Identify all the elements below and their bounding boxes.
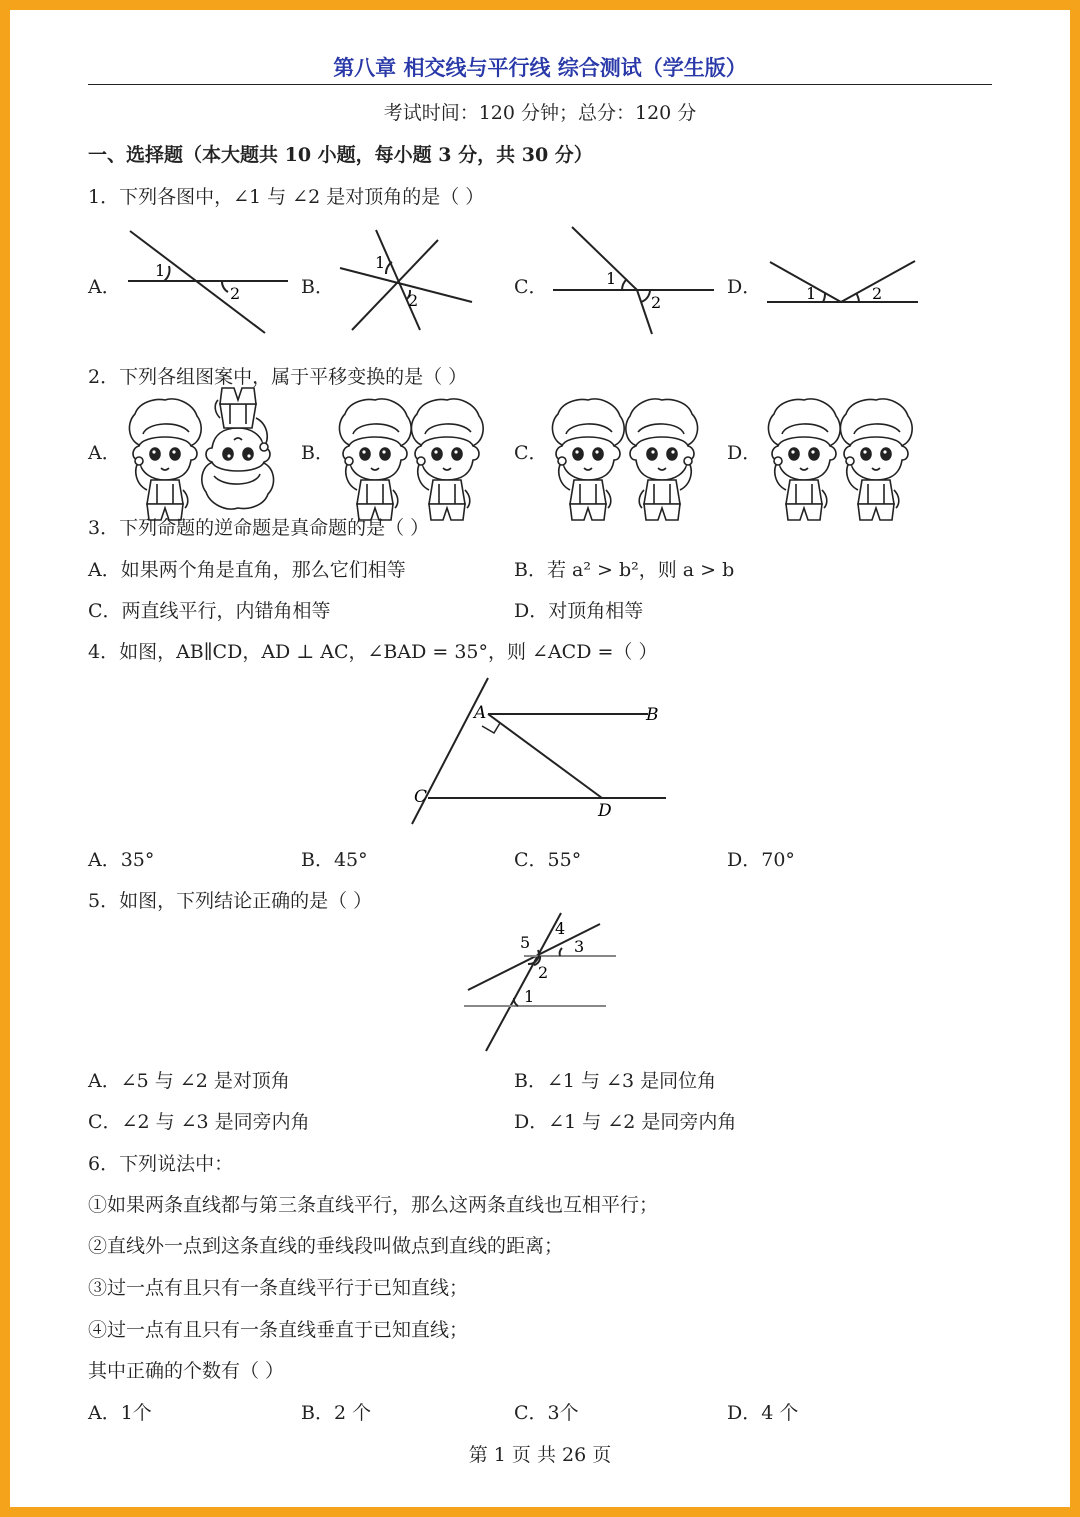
q4-point-a: A — [474, 703, 487, 723]
q5-angle-4: 4 — [555, 919, 566, 938]
q4-point-d: D — [598, 801, 612, 821]
q1b-angle2-label: 2 — [408, 291, 419, 310]
q2-option-d-label: D． — [727, 442, 762, 464]
q4-option-c: C．55° — [514, 849, 582, 871]
q5-angle-3: 3 — [574, 937, 585, 956]
q2-b-boy-1 — [339, 399, 411, 520]
q2-option-b-label: B． — [301, 442, 334, 464]
q6-statement-1: ①如果两条直线都与第三条直线平行，那么这两条直线也互相平行； — [88, 1194, 659, 1216]
q4-figure — [412, 678, 666, 824]
q1-option-c-label: C． — [514, 276, 548, 298]
question-1-stem: 1．下列各图中，∠1 与 ∠2 是对顶角的是（ ） — [88, 186, 485, 208]
q5-option-a: A．∠5 与 ∠2 是对顶角 — [88, 1070, 290, 1092]
q6-question: 其中正确的个数有（ ） — [88, 1360, 285, 1382]
q5-angle-5: 5 — [520, 933, 531, 952]
exam-info: 考试时间：120 分钟；总分：120 分 — [383, 102, 697, 124]
q2-a-boy-1 — [129, 399, 201, 520]
q1d-angle2-label: 2 — [872, 284, 883, 303]
q4-point-b: B — [646, 705, 659, 725]
q2-b-boy-2 — [411, 399, 483, 520]
q5-option-b: B．∠1 与 ∠3 是同位角 — [514, 1070, 717, 1092]
q6-option-a: A．1个 — [88, 1402, 152, 1424]
section-heading: 一、选择题（本大题共 10 小题，每小题 3 分，共 30 分） — [88, 144, 593, 166]
q6-statement-4: ④过一点有且只有一条直线垂直于已知直线； — [88, 1319, 469, 1341]
q1-option-a-label: A． — [88, 276, 121, 298]
question-5-stem: 5．如图，下列结论正确的是（ ） — [88, 890, 373, 912]
q6-statement-2: ②直线外一点到这条直线的垂线段叫做点到直线的距离； — [88, 1235, 564, 1257]
q5-figure — [464, 913, 616, 1051]
q6-statement-3: ③过一点有且只有一条直线平行于已知直线； — [88, 1277, 469, 1299]
question-3-stem: 3．下列命题的逆命题是真命题的是（ ） — [88, 517, 430, 539]
q1c-angle2-label: 2 — [651, 293, 662, 312]
q4-option-d: D．70° — [727, 849, 795, 871]
q1b-angle1-label: 1 — [375, 253, 386, 272]
q1a-angle1-label: 1 — [155, 261, 166, 280]
q5-angle-2: 2 — [538, 963, 549, 982]
q1-option-b-label: B． — [301, 276, 334, 298]
exam-page — [10, 10, 1070, 1507]
q1a-angle2-label: 2 — [230, 284, 241, 303]
q5-angle-1: 1 — [524, 987, 535, 1006]
q6-option-c: C．3个 — [514, 1402, 579, 1424]
q1d-angle1-label: 1 — [806, 284, 817, 303]
question-2-stem: 2．下列各组图案中，属于平移变换的是（ ） — [88, 366, 468, 388]
question-6-stem: 6．下列说法中： — [88, 1153, 234, 1175]
q3-option-a: A．如果两个角是直角，那么它们相等 — [88, 559, 406, 581]
q2-a-boy-2-rotated — [202, 388, 274, 509]
q6-option-d: D．4 个 — [727, 1402, 799, 1424]
q1-figure-b — [340, 230, 472, 330]
q2-option-c-label: C． — [514, 442, 548, 464]
q3-option-b: B．若 a² > b²，则 a > b — [514, 559, 735, 581]
page-title: 第八章 相交线与平行线 综合测试（学生版） — [333, 56, 747, 80]
q3-option-d: D．对顶角相等 — [514, 600, 644, 622]
q5-option-c: C．∠2 与 ∠3 是同旁内角 — [88, 1111, 310, 1133]
q6-option-b: B．2 个 — [301, 1402, 372, 1424]
page-footer: 第 1 页 共 26 页 — [468, 1444, 612, 1466]
q1c-angle1-label: 1 — [606, 269, 617, 288]
q4-option-a: A．35° — [88, 849, 155, 871]
q3-option-c: C．两直线平行，内错角相等 — [88, 600, 331, 622]
q2-d-boy-1 — [768, 399, 840, 520]
q4-point-c: C — [414, 787, 428, 807]
q1-figure-d — [767, 261, 918, 302]
q1-option-d-label: D． — [727, 276, 762, 298]
q1-figure-c — [553, 227, 714, 334]
question-4-stem: 4．如图，AB∥CD，AD ⊥ AC，∠BAD = 35°，则 ∠ACD =（ ） — [88, 641, 658, 663]
q2-c-boy-1 — [552, 399, 624, 520]
q2-c-boy-2-mirrored — [626, 399, 698, 520]
q2-option-a-label: A． — [88, 442, 121, 464]
q5-option-d: D．∠1 与 ∠2 是同旁内角 — [514, 1111, 737, 1133]
q2-d-boy-2 — [840, 399, 912, 520]
q4-option-b: B．45° — [301, 849, 368, 871]
q1-figure-a — [128, 231, 288, 333]
